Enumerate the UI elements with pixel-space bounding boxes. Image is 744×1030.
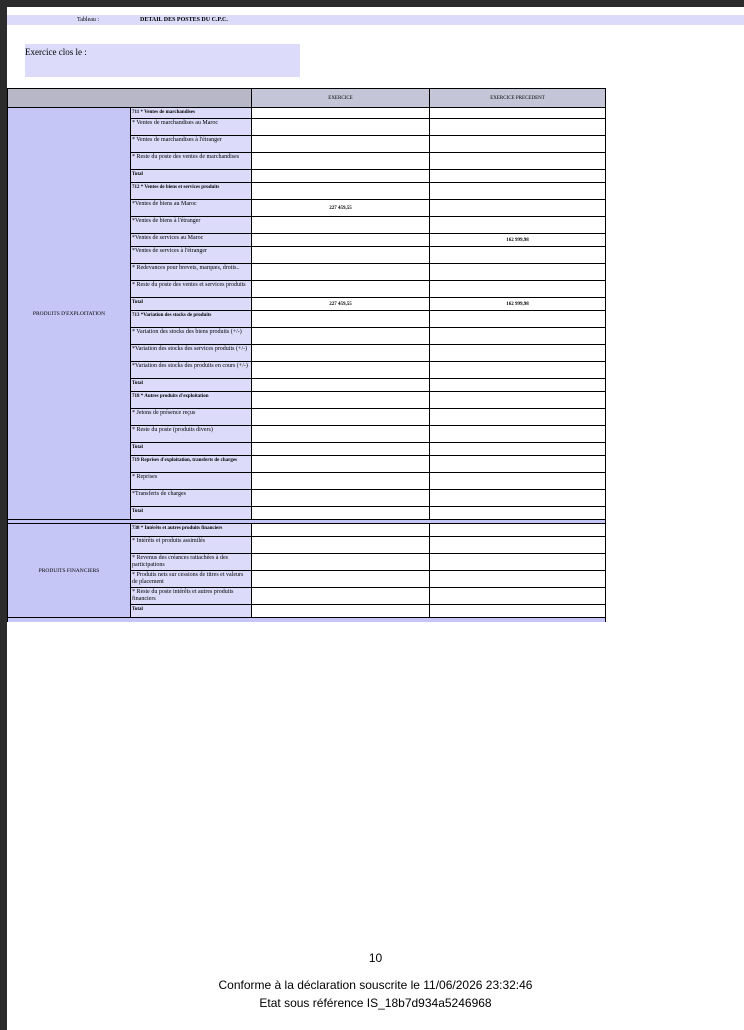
title-bar [7,15,744,25]
exercice-value-cell: 227 459,55 [251,297,430,311]
page [7,7,744,1030]
row-label: 712 * Ventes de biens et services produits [130,182,252,200]
row-label: * Reprises [130,472,252,490]
exercice-value-cell [251,587,430,605]
exercice-precedent-value-cell [429,263,606,281]
exercice-value-cell [251,216,430,234]
row-label: 719 Reprises d'exploitation, transferts de charges [130,455,252,473]
column-header-exercice-precedent: EXERCICE PRECEDENT [429,88,606,108]
row-label: *Variation des stocks des produits en cours (+/-) [130,361,252,379]
total-row-label: Total [130,442,252,456]
row-label: * Reste du poste des ventes et services produits [130,280,252,298]
exercice-value-cell [251,135,430,153]
exercice-precedent-value-cell: 162 999,98 [429,297,606,311]
exercice-value-cell [251,455,430,473]
exercice-value-cell [251,361,430,379]
exercice-precedent-value-cell [429,455,606,473]
exercice-precedent-value-cell [429,246,606,264]
exercice-value-cell [251,310,430,328]
exercice-precedent-value-cell [429,506,606,520]
row-label: 711 * Ventes de marchandises [130,107,252,119]
exercice-value-cell [251,152,430,170]
exercice-precedent-value-cell [429,118,606,136]
row-label: * Intérêts et produits assimilés [130,536,252,554]
exercice-precedent-value-cell [429,135,606,153]
row-label: *Ventes de biens à l'étranger [130,216,252,234]
exercice-value-cell [251,263,430,281]
row-label: *Transferts de charges [130,489,252,507]
row-label: *Ventes de services à l'étranger [130,246,252,264]
exercice-precedent-value-cell [429,523,606,537]
row-label: 738 * Intérêts et autres produits financiers [130,523,252,537]
exercice-value-cell [251,118,430,136]
exercice-precedent-value-cell [429,169,606,183]
conformity-statement: Conforme à la déclaration souscrite le 11/06/2026 23:32:46 [218,978,533,992]
row-label: 718 * Autres produits d'exploitation [130,391,252,409]
row-label: *Ventes de services au Maroc [130,233,252,247]
exercice-precedent-value-cell [429,152,606,170]
exercice-precedent-value-cell [429,199,606,217]
row-label: * Reste du poste (produits divers) [130,425,252,443]
exercice-value-cell [251,442,430,456]
exercice-value-cell [251,472,430,490]
exercice-value-cell [251,570,430,588]
section-label: PRODUITS FINANCIERS [7,523,131,618]
exercice-precedent-value-cell [429,442,606,456]
exercice-precedent-value-cell [429,472,606,490]
exercice-precedent-value-cell [429,344,606,362]
exercice-precedent-value-cell [429,536,606,554]
exercice-precedent-value-cell [429,361,606,379]
exercice-precedent-value-cell [429,553,606,571]
row-label: * Redevances pour brevets, marques, droits.. [130,263,252,281]
exercice-value-cell [251,489,430,507]
row-label: 713 *Variation des stocks de produits [130,310,252,328]
total-row-label: Total [130,506,252,520]
section-label: PRODUITS D'EXPLOITATION [7,107,131,520]
exercice-value-cell [251,233,430,247]
exercice-label: Exercice clos le : [25,47,87,57]
row-label: *Variation des stocks des services produits (+/-) [130,344,252,362]
row-label: * Revenus des créances rattachées à des participations [130,553,252,571]
exercice-precedent-value-cell [429,378,606,392]
row-label: *Ventes de biens au Maroc [130,199,252,217]
row-label: * Reste du poste intérêts et autres produits financiers [130,587,252,605]
exercice-value-cell [251,378,430,392]
exercice-precedent-value-cell [429,587,606,605]
section-separator [7,618,606,622]
exercice-value-cell [251,553,430,571]
exercice-value-cell [251,169,430,183]
exercice-value-cell [251,246,430,264]
exercice-precedent-value-cell [429,391,606,409]
exercice-precedent-value-cell [429,327,606,345]
row-label: * Produits nets sur cessions de titres et valeurs de placement [130,570,252,588]
exercice-precedent-value-cell [429,280,606,298]
row-label: * Variation des stocks des biens produits (+/-) [130,327,252,345]
exercice-value-cell [251,327,430,345]
reference-statement: Etat sous référence IS_18b7d934a5246968 [259,996,492,1010]
exercice-precedent-value-cell [429,489,606,507]
column-header-exercice: EXERCICE [251,88,430,108]
exercice-value-cell [251,182,430,200]
exercice-value-cell [251,506,430,520]
row-label: * Jetons de présence reçus [130,408,252,426]
exercice-precedent-value-cell [429,216,606,234]
exercice-precedent-value-cell [429,182,606,200]
exercice-value-cell [251,523,430,537]
exercice-value-cell [251,536,430,554]
exercice-value-cell [251,280,430,298]
tableau-title: DETAIL DES POSTES DU C.P.C. [140,17,228,23]
exercice-value-cell [251,391,430,409]
total-row-label: Total [130,378,252,392]
row-label: * Reste du poste des ventes de marchandises [130,152,252,170]
exercice-precedent-value-cell [429,604,606,618]
total-row-label: Total [130,169,252,183]
exercice-value-cell [251,425,430,443]
row-label: * Ventes de marchandises au Maroc [130,118,252,136]
exercice-value-cell [251,344,430,362]
exercice-precedent-value-cell [429,408,606,426]
exercice-precedent-value-cell: 162 999,98 [429,233,606,247]
tableau-label: Tableau : [77,17,100,23]
exercice-value-cell [251,604,430,618]
exercice-precedent-value-cell [429,310,606,328]
row-label: * Ventes de marchandises à l'étranger [130,135,252,153]
exercice-value-cell: 227 459,55 [251,199,430,217]
total-row-label: Total [130,604,252,618]
exercice-precedent-value-cell [429,570,606,588]
exercice-precedent-value-cell [429,425,606,443]
exercice-box [25,44,300,77]
page-number: 10 [368,951,383,965]
header-blank-cell [7,88,252,108]
total-row-label: Total [130,297,252,311]
cpc-detail-table [7,88,606,677]
exercice-value-cell [251,408,430,426]
